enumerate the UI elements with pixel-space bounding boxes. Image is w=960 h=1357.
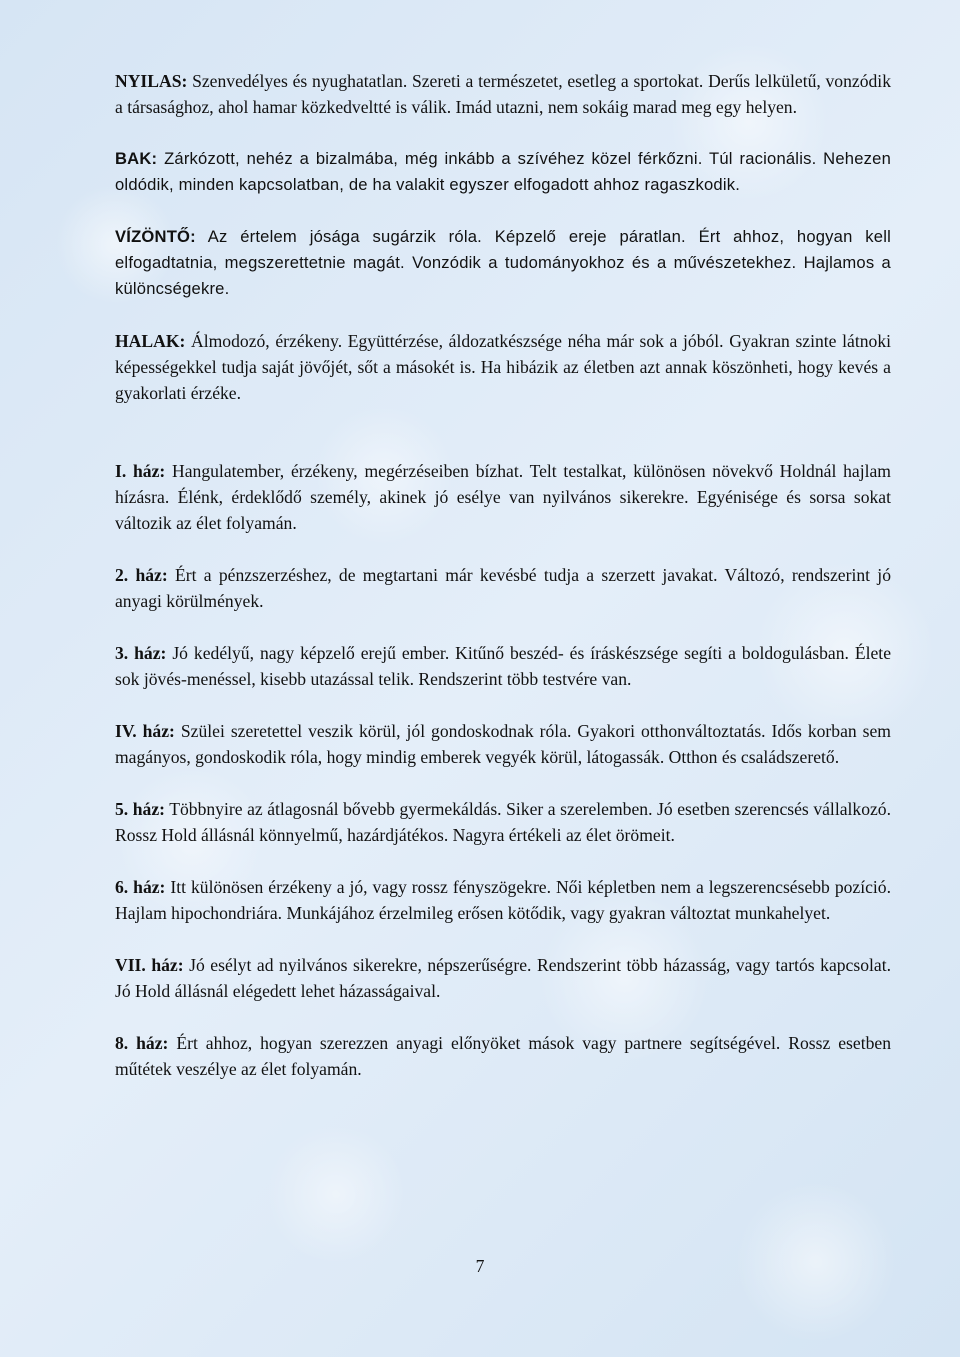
paragraph-label: 3. ház: bbox=[115, 643, 167, 663]
paragraph-text: Jó esélyt ad nyilvános sikerekre, népszerűségre. Rendszerint több házasság, vagy tartós kapcsolat. Jó Hold állásnál elégedett lehet házasságaival. bbox=[115, 955, 891, 1001]
paragraph-text: Az értelem jósága sugárzik róla. Képzelő ereje páratlan. Ért ahhoz, hogyan kell elfogadtatnia, megszerettetnie magát. Vonzódik a tudományokhoz és a művészetekhez. Hajlamos a különcségekre. bbox=[115, 227, 891, 298]
page-number: 7 bbox=[475, 1256, 485, 1276]
paragraph-haz-5 bbox=[115, 796, 891, 848]
paragraph-text: Szenvedélyes és nyughatatlan. Szereti a természetet, esetleg a sportokat. Derűs lelkületű, vonzódik a társasághoz, ahol hamar közkedveltté is válik. Imád utazni, nem sokáig marad meg egy helyen. bbox=[115, 71, 891, 117]
paragraph-haz-3 bbox=[115, 640, 891, 692]
paragraph-text: Ért ahhoz, hogyan szerezzen anyagi előnyöket mások vagy partnere segítségével. Rossz esetben műtétek veszélye az élet folyamán. bbox=[115, 1033, 891, 1079]
paragraph-haz-1 bbox=[115, 458, 891, 536]
paragraph-text: Itt különösen érzékeny a jó, vagy rossz fényszögekre. Női képletben nem a legszerencsésebb pozíció. Hajlam hipochondriára. Munkájához érzelmileg erősen kötődik, vagy gyakran változtat munkahelyet. bbox=[115, 877, 891, 923]
paragraph-text: Zárkózott, nehéz a bizalmába, még inkább a szívéhez közel férkőzni. Túl racionális. Nehezen oldódik, minden kapcsolatban, de ha valakit egyszer elfogadott ahhoz ragaszkodik. bbox=[115, 149, 891, 194]
paragraph-text: Álmodozó, érzékeny. Együttérzése, áldozatkészsége néha már sok a jóból. Gyakran szinte látnoki képességekkel tudja saját jövőjét, sőt a másokét is. Ha hibázik az életben azt annak köszönheti, hogy kevés a gyakorlati érzéke. bbox=[115, 331, 891, 403]
paragraph-label: 5. ház: bbox=[115, 799, 165, 819]
paragraph-nyilas bbox=[115, 68, 891, 120]
paragraph-label: I. ház: bbox=[115, 461, 166, 481]
paragraph-label: NYILAS: bbox=[115, 71, 188, 91]
paragraph-label: VII. ház: bbox=[115, 955, 184, 975]
paragraph-label: VÍZÖNTŐ: bbox=[115, 227, 196, 246]
paragraph-vizonto bbox=[115, 224, 891, 302]
paragraph-halak bbox=[115, 328, 891, 406]
paragraph-text: Szülei szeretettel veszik körül, jól gondoskodnak róla. Gyakori otthonváltoztatás. Idős korban sem magányos, gondoskodik róla, hogy mindig emberek vegyék körül, látogassák. Otthon és családszerető. bbox=[115, 721, 891, 767]
paragraph-label: 8. ház: bbox=[115, 1033, 169, 1053]
paragraph-haz-4 bbox=[115, 718, 891, 770]
paragraph-label: 2. ház: bbox=[115, 565, 168, 585]
paragraph-text: Többnyire az átlagosnál bővebb gyermekáldás. Siker a szerelemben. Jó esetben szerencsés vállalkozó. Rossz Hold állásnál könnyelmű, hazárdjátékos. Nagyra értékeli az élet örömeit. bbox=[115, 799, 892, 845]
paragraph-haz-6 bbox=[115, 874, 891, 926]
document-page bbox=[115, 68, 891, 1108]
paragraph-label: IV. ház: bbox=[115, 721, 175, 741]
paragraph-text: Ért a pénzszerzéshez, de megtartani már kevésbé tudja a szerzett javakat. Változó, rendszerint jó anyagi körülmények. bbox=[115, 565, 891, 611]
paragraph-bak bbox=[115, 146, 891, 198]
paragraph-text: Hangulatember, érzékeny, megérzéseiben bízhat. Telt testalkat, különösen növekvő Holdnál hajlam hízásra. Élénk, érdeklődő személy, akinek jó esélye van nyilvános sikerekre. Egyénisége és sorsa sokat változik az élet folyamán. bbox=[115, 461, 891, 533]
paragraph-haz-2 bbox=[115, 562, 891, 614]
paragraph-haz-8 bbox=[115, 1030, 891, 1082]
paragraph-label: 6. ház: bbox=[115, 877, 166, 897]
paragraph-text: Jó kedélyű, nagy képzelő erejű ember. Kitűnő beszéd- és íráskészsége segíti a boldogulásban. Élete sok jövés-menéssel, kisebb utazással telik. Rendszerint több testvére van. bbox=[115, 643, 892, 689]
paragraph-label: BAK: bbox=[115, 149, 158, 168]
paragraph-haz-7 bbox=[115, 952, 891, 1004]
paragraph-label: HALAK: bbox=[115, 331, 186, 351]
